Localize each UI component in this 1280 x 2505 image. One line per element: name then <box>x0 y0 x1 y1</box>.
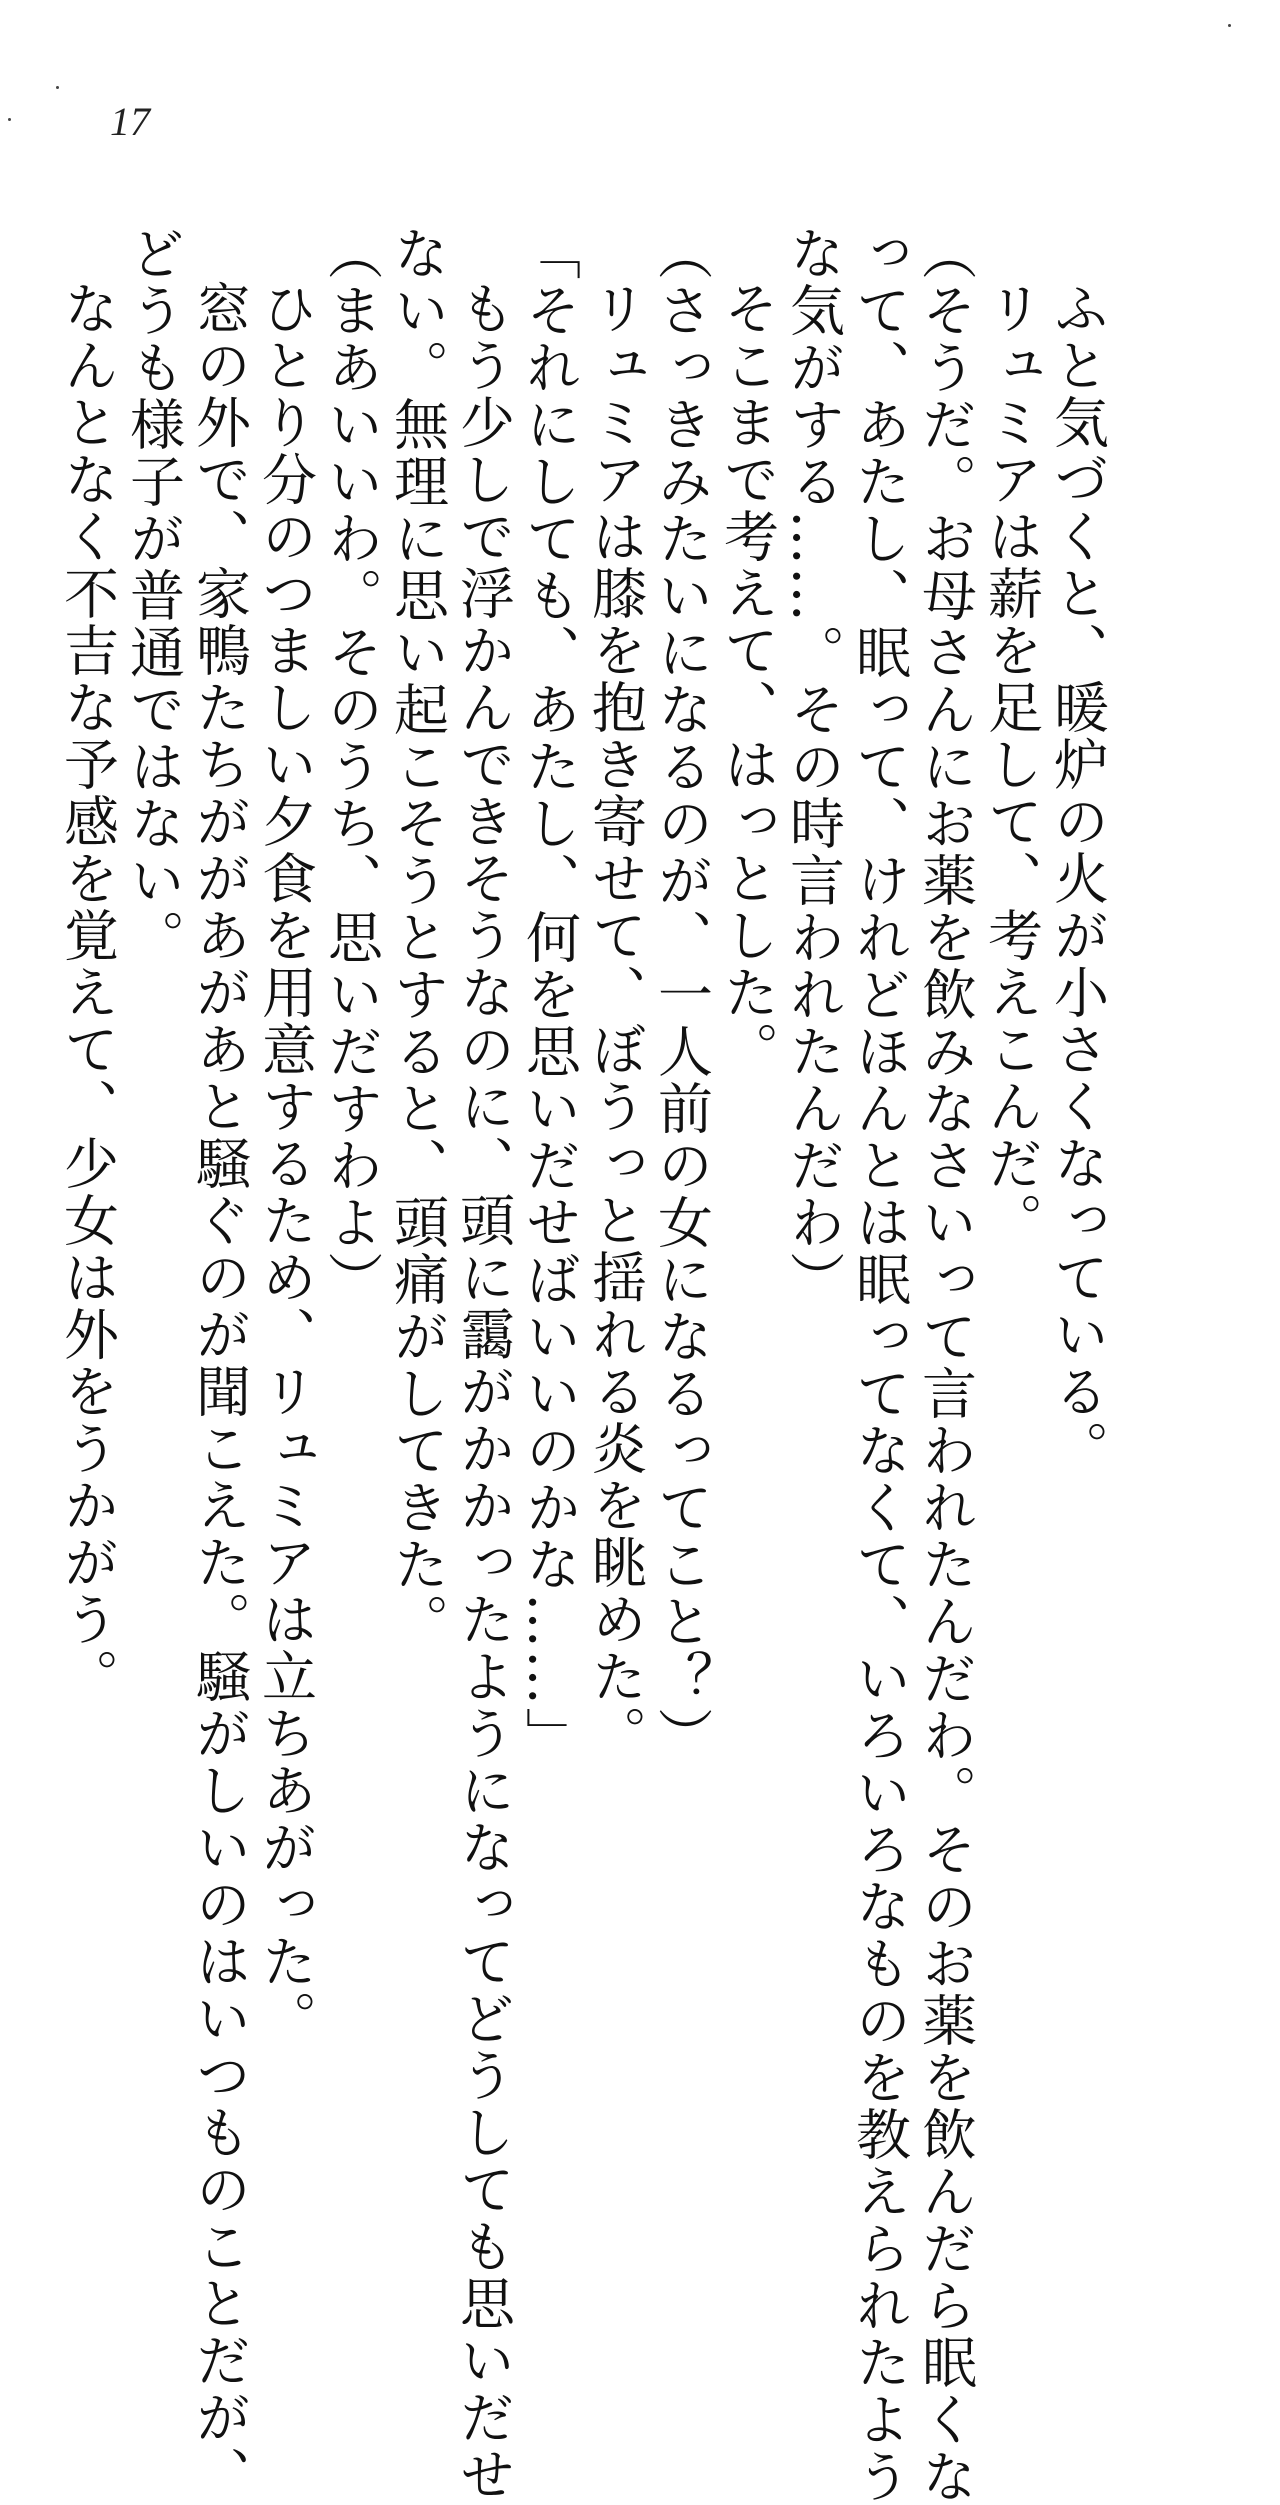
vertical-text-body <box>55 225 1110 2505</box>
scan-speck <box>8 118 11 121</box>
text-line: って、あたし、眠って、けれどほんとは眠ってなくて、いろいろなものを教えられたよう <box>847 225 911 2505</box>
text-line: なんとなく不吉な予感を覚えて、少女は外をうかがう。 <box>55 280 119 1705</box>
page-number: 17 <box>110 99 150 144</box>
scan-speck <box>1228 24 1231 27</box>
text-line: ふと気づくと、暖炉の火が小さくなっている。 <box>1045 280 1109 1477</box>
text-line: （そうだ。お母さんにお薬を飲みなさいって言われたんだわ。そのお薬を飲んだら眠くな <box>913 225 977 2505</box>
text-line: 「それにしても、あたし、何を思いだせばいいのかな……」 <box>517 225 581 1764</box>
text-line: リュミアは膝を抱き寄せて、ぼうっと揺れる炎を眺めた。 <box>583 280 647 1762</box>
text-line: リュミアは薪を足して、考えこんだ。 <box>979 280 1043 1249</box>
text-line: な気がする……。その時言われたんだわ） <box>781 225 845 1308</box>
text-line: どうも様子が普通ではない。 <box>121 225 185 966</box>
text-line: （さっきみたいになるのが、一人前の女になるってこと？） <box>649 225 713 1764</box>
text-line: （まあいいわ。そのうち、思いだすわよ） <box>319 225 383 1308</box>
text-line: 窓の外で、家鴨たちががあがあと騒ぐのが聞こえた。騒がしいのはいつものことだが、 <box>187 280 251 2503</box>
scan-speck <box>56 86 59 89</box>
text-line: もう少しで浮かんできそうなのに、頭に靄がかかったようになってどうしても思いだせ <box>451 280 515 2503</box>
text-line: そこまで考えて、はっとした。 <box>715 280 779 1078</box>
text-line: ひとり分のつましい夕食を用意するため、リュミアは立ちあがった。 <box>253 280 317 2047</box>
text-line: ない。無理に思い起こそうとすると、頭痛がしてきた。 <box>385 225 449 1650</box>
